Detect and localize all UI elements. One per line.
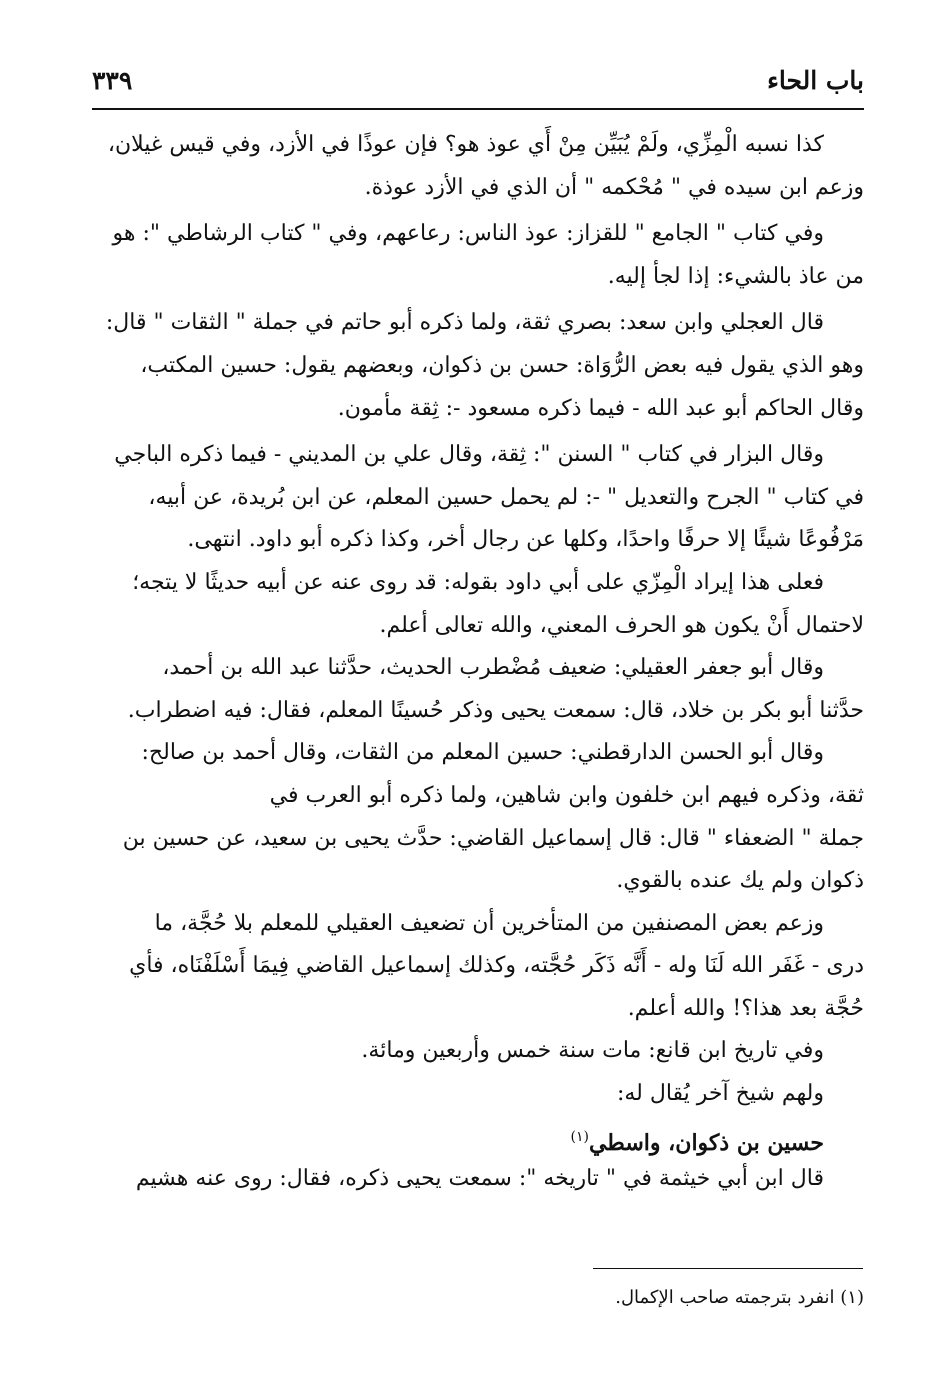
entry-heading-text: حسين بن ذكوان، واسطي <box>588 1129 824 1156</box>
footnote-marker: (١) <box>570 1128 589 1145</box>
text-line: وزعم ابن سيده في " مُحْكمه " أن الذي في الأزد عوذة. <box>364 174 864 200</box>
text-line: فعلى هذا إيراد الْمِزّي على أبي داود بقوله: قد روى عنه عن أبيه حديثًا لا يتجه؛ <box>132 569 824 595</box>
text-line: ولهم شيخ آخر يُقال له: <box>616 1081 824 1107</box>
footnote-rule <box>593 1268 863 1269</box>
text-line: كذا نسبه الْمِزِّي، ولَمْ يُبَيِّن مِنْ أَي عوذ هو؟ فإن عوذًا في الأزد، وفي قيس غيلان، <box>107 132 824 157</box>
page-body <box>92 124 864 1201</box>
entry-heading <box>92 1116 864 1159</box>
text-line: حُجَّة بعد هذا؟! والله أعلم. <box>627 995 864 1021</box>
text-line: ذكوان ولم يك عنده بالقوي. <box>616 868 864 894</box>
text-line: وفي كتاب " الجامع " للقزاز: عوذ الناس: رعاعهم، وفي " كتاب الرشاطي ": هو <box>112 221 824 247</box>
header-rule <box>92 108 864 110</box>
text-line: قال العجلي وابن سعد: بصري ثقة، ولما ذكره أبو حاتم في جملة " الثقات " قال: <box>105 310 824 336</box>
text-line: ثقة، وذكره فيهم ابن خلفون وابن شاهين، ولما ذكره أبو العرب في <box>269 782 864 808</box>
chapter-title: باب الحاء <box>767 66 864 95</box>
text-line: مَرْفُوعًا شيئًا إلا حرفًا واحدًا، وكلها عن رجال أخر، وكذا ذكره أبو داود. انتهى. <box>187 527 864 553</box>
text-line: وهو الذي يقول فيه بعض الرُّوَاة: حسن بن ذكوان، وبعضهم يقول: حسين المكتب، <box>140 352 864 378</box>
text-line: وقال أبو جعفر العقيلي: ضعيف مُضْطرب الحديث، حدَّثنا عبد الله بن أحمد، <box>162 655 824 681</box>
text-line: وقال البزار في كتاب " السنن ": ثِقة، وقال علي بن المديني - فيما ذكره الباجي <box>114 442 824 468</box>
text-line: درى - غَفَر الله لَنَا وله - أَنَّه ذَكَر حُجَّته، وكذلك إسماعيل القاضي فِيمَا أَسْلَفْنَاه، فأي <box>129 953 864 979</box>
text-line: قال ابن أبي خيثمة في " تاريخه ": سمعت يحيى ذكره، فقال: روى عنه هشيم <box>135 1166 824 1192</box>
text-line: وزعم بعض المصنفين من المتأخرين أن تضعيف العقيلي للمعلم بلا حُجَّة، ما <box>154 910 824 936</box>
text-line: وفي تاريخ ابن قانع: مات سنة خمس وأربعين ومائة. <box>361 1038 824 1064</box>
page-header <box>92 66 864 106</box>
text-line: حدَّثنا أبو بكر بن خلاد، قال: سمعت يحيى وذكر حُسينًا المعلم، فقال: فيه اضطراب. <box>127 697 864 723</box>
text-line: وقال الحاكم أبو عبد الله - فيما ذكره مسعود -: ثِقة مأمون. <box>337 395 864 421</box>
footnote: (١) انفرد بترجمته صاحب الإكمال. <box>615 1287 864 1308</box>
text-line: لاحتمال أَنْ يكون هو الحرف المعني، والله تعالى أعلم. <box>379 612 864 638</box>
text-line: وقال أبو الحسن الدارقطني: حسين المعلم من الثقات، وقال أحمد بن صالح: <box>141 740 824 766</box>
text-line: في كتاب " الجرح والتعديل " -: لم يحمل حسين المعلم، عن ابن بُريدة، عن أبيه، <box>148 484 864 510</box>
text-line: جملة " الضعفاء " قال: قال إسماعيل القاضي: حدَّث يحيى بن سعيد، عن حسين بن <box>122 825 864 851</box>
page-number: ٣٣٩ <box>92 66 133 95</box>
text-line: من عاذ بالشيء: إذا لجأ إليه. <box>607 263 864 289</box>
